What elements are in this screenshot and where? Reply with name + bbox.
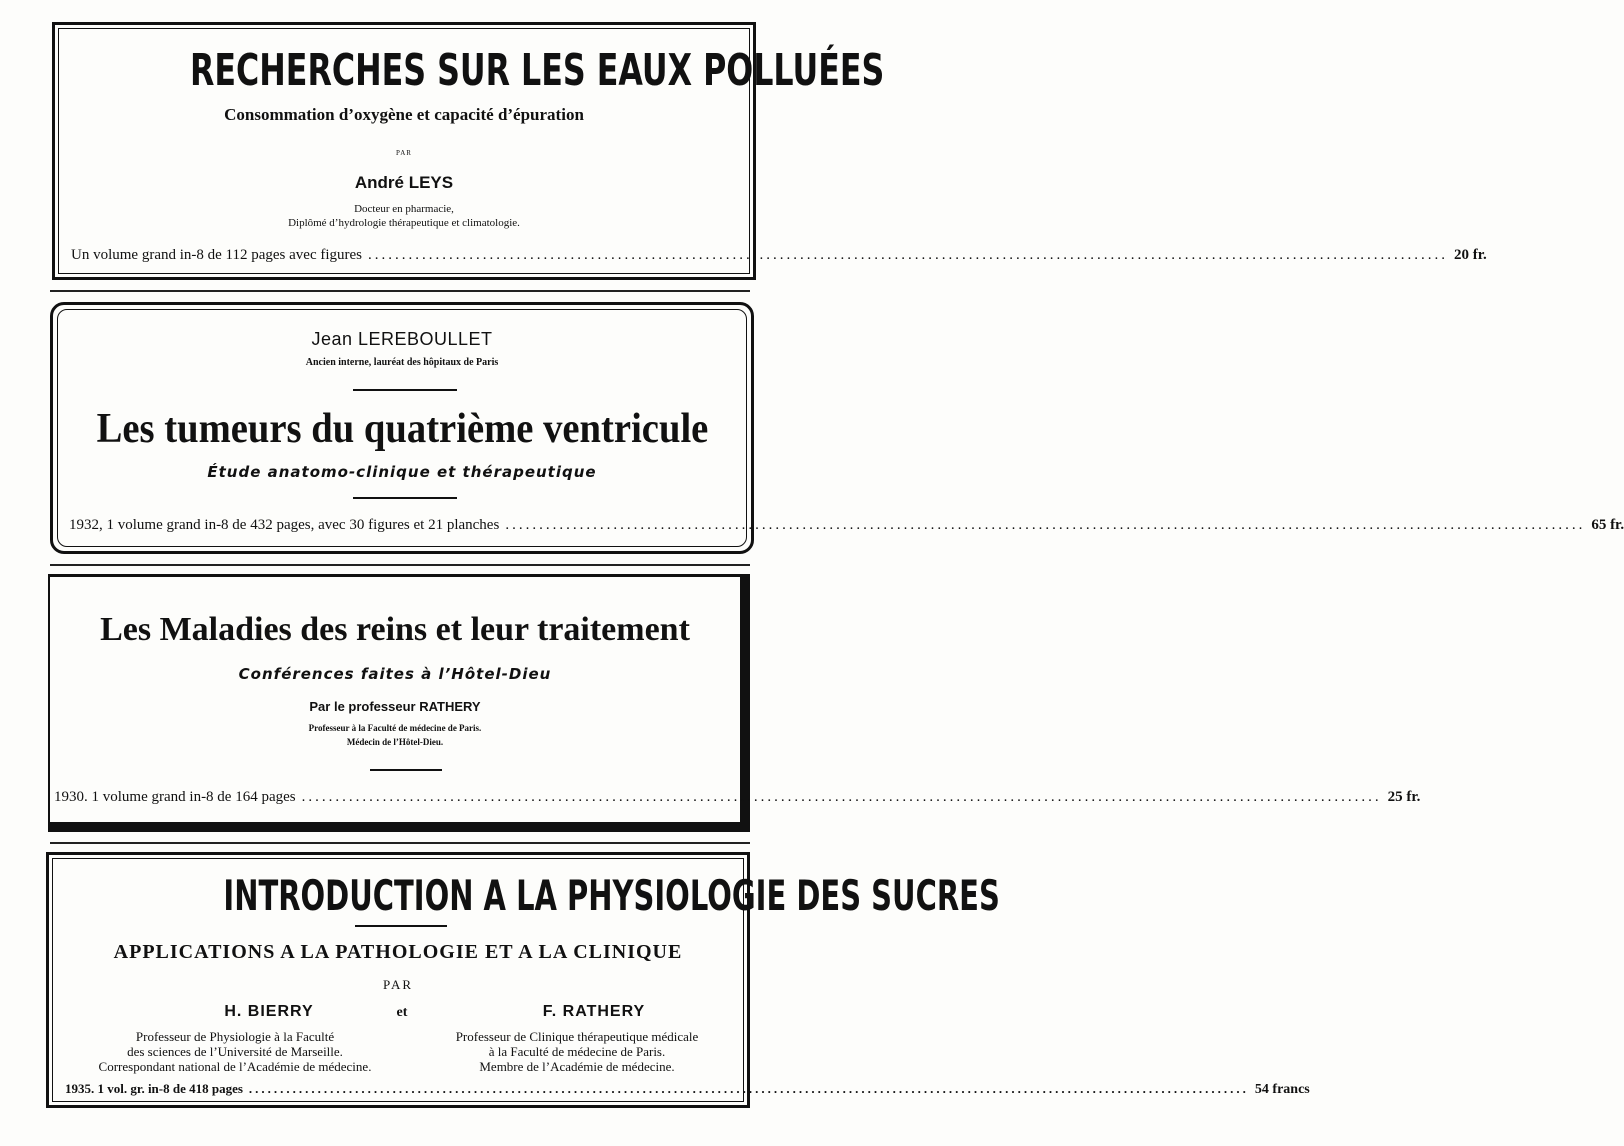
ad4-par: PAR	[382, 977, 414, 992]
ad2-rule	[353, 497, 457, 499]
ad1-description: Un volume grand in-8 de 112 pages avec figures	[71, 247, 363, 263]
credential-line: des sciences de l’Université de Marseille.	[127, 1044, 343, 1059]
ad1-price-line	[71, 247, 1487, 264]
credential-line: Correspondant national de l’Académie de médecine.	[98, 1059, 372, 1074]
ad-eaux-polluees	[52, 22, 1487, 280]
ad3-credential: Professeur à la Faculté de médecine de Paris.	[308, 723, 482, 733]
ad4-subtitle: APPLICATIONS A LA PATHOLOGIE ET A LA CLINIQUE	[113, 941, 683, 963]
leader-dots	[368, 247, 1448, 264]
ad4-author2: F. RATHERY	[542, 1003, 646, 1020]
ad3-subtitle: Conférences faites à l’Hôtel-Dieu	[238, 665, 552, 683]
leader-dots	[505, 517, 1585, 534]
ad2-subtitle: Étude anatomo-clinique et thérapeutique	[207, 463, 597, 481]
ad2-description: 1932, 1 volume grand in-8 de 432 pages, avec 30 figures et 21 planches	[69, 517, 500, 533]
ad1-credential: Diplômé d’hydrologie thérapeutique et climatologie.	[288, 217, 520, 229]
ad2-price-line	[69, 517, 1624, 534]
ad4-author1: H. BIERRY	[224, 1003, 314, 1020]
ad4-credentials1	[65, 1029, 405, 1074]
ad2-price: 65 fr.	[1591, 517, 1624, 533]
ad2-rule	[353, 389, 457, 391]
ad4-rule	[355, 925, 447, 927]
ad3-credential: Médecin de l’Hôtel-Dieu.	[346, 737, 444, 747]
ad1-author: André LEYS	[354, 173, 454, 192]
ad3-rule	[370, 769, 442, 771]
ad4-credentials2	[417, 1029, 737, 1074]
ad1-title: RECHERCHES SUR LES EAUX POLLUÉES	[190, 45, 885, 96]
ad1-subtitle: Consommation d’oxygène et capacité d’épuration	[224, 105, 584, 124]
leader-dots	[302, 789, 1382, 806]
credential-line: Professeur de Clinique thérapeutique médicale	[455, 1029, 699, 1044]
credential-line: à la Faculté de médecine de Paris.	[488, 1044, 666, 1059]
separator-rule	[50, 564, 750, 566]
ad2-credential: Ancien interne, lauréat des hôpitaux de Paris	[305, 357, 499, 368]
separator-rule	[50, 290, 750, 292]
ad1-price: 20 fr.	[1454, 247, 1487, 263]
ad4-description: 1935. 1 vol. gr. in-8 de 418 pages	[65, 1081, 243, 1096]
ad-tumeurs	[50, 302, 1624, 554]
ad3-price: 25 fr.	[1387, 789, 1421, 805]
ad3-author: Par le professeur RATHERY	[309, 699, 481, 714]
ad3-price-line	[54, 789, 1421, 806]
ad-maladies-reins	[48, 574, 1421, 832]
leader-dots	[249, 1081, 1249, 1097]
ad2-author: Jean LEREBOULLET	[311, 329, 493, 349]
credential-line: Professeur de Physiologie à la Faculté	[135, 1029, 335, 1044]
ad3-title: Les Maladies des reins et leur traitement	[100, 611, 690, 648]
ad4-et: et	[396, 1005, 408, 1020]
ad4-price-line	[65, 1081, 1310, 1098]
ad4-title: INTRODUCTION A LA PHYSIOLOGIE DES SUCRES	[223, 871, 1000, 920]
ad-physiologie-sucres	[46, 852, 1310, 1108]
ad2-title: Les tumeurs du quatrième ventricule	[96, 406, 708, 452]
separator-rule	[50, 842, 750, 844]
credential-line: Membre de l’Académie de médecine.	[479, 1059, 675, 1074]
ad4-price: 54 francs	[1254, 1082, 1310, 1097]
ad3-description: 1930. 1 volume grand in-8 de 164 pages	[54, 789, 296, 805]
ad1-par: PAR	[396, 149, 412, 157]
ad1-credential: Docteur en pharmacie,	[354, 203, 454, 215]
